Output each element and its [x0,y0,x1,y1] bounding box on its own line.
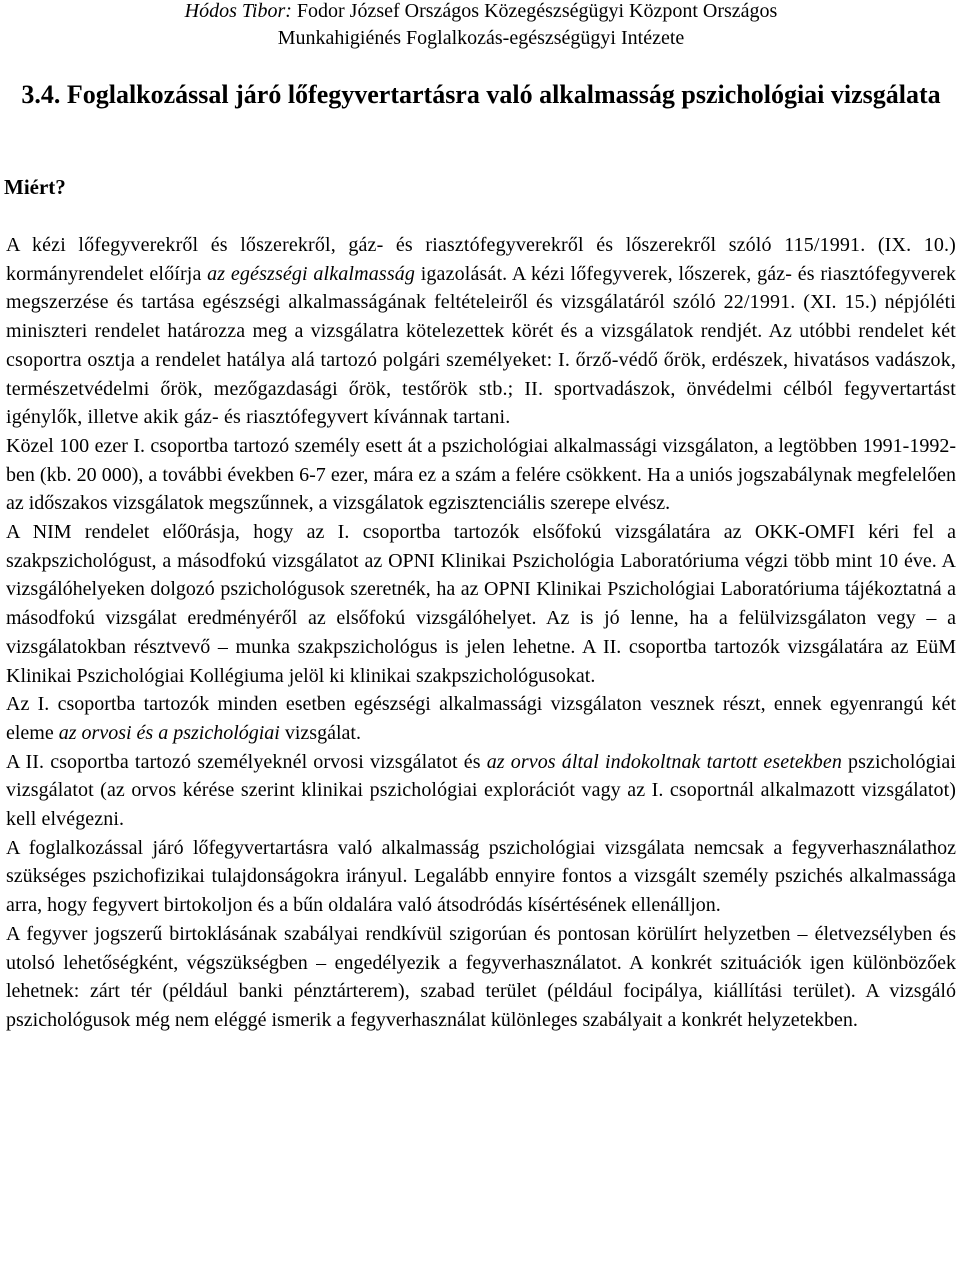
paragraph-1-text-a: A kézi lőfegyverekről és lőszerekről, gáz- és riasztófegyverekről és lőszerekről szóló 115/1991. (IX. 10.) kormányrendelet előírja [6,234,956,285]
section-heading: 3.4. Foglalkozással járó lőfegyvertartásra való alkalmasság pszichológiai vizsgálata [21,80,941,109]
paragraph-1 [6,231,956,432]
header-line-1 [6,0,956,25]
page-header [6,0,956,52]
body-text [6,231,956,1035]
paragraph-2: Közel 100 ezer I. csoportba tartozó személy esett át a pszichológiai alkalmassági vizsgálaton, a legtöbben 1991-1992-ben (kb. 20 000), a további években 6-7 ezer, mára ez a szám a felére csökkent. Ha a uniós jogszabálynak megfelelően az időszakos vizsgálatok megszűnnek, a vizsgálatok egzisztenciális szerepe elvész. [6,434,956,515]
subheading-why: Miért? [4,175,66,199]
paragraph-5-emphasis: az orvos által indokoltnak tartott esetekben [486,750,842,773]
paragraph-3: A NIM rendelet elő0rásja, hogy az I. csoportba tartozók elsőfokú vizsgálatára az OKK-OMFI kéri fel a szakpszichológust, a másodfokú vizsgálatot az OPNI Klinikai Pszichológia Laboratóriuma végzi több mint 10 éve. A vizsgálóhelyeken dolgozó pszichológusok szeretnék, ha az OPNI Klinikai Pszichológiai Laboratóriuma tájékoztatná a másodfokú vizsgálat eredményéről az elsőfokú vizsgálóhelyet. Az is jó lenne, ha a felülvizsgálaton vegy – a vizsgálatokban résztvevő – munka szakpszichológus is jelen lehetne. A II. csoportba tartozók vizsgálatára az EüM Klinikai Pszichológiai Kollégiuma jelöl ki klinikai szakpszichológusokat. [6,521,956,687]
paragraph-5-text-a: A II. csoportba tartozó személyeknél orvosi vizsgálatot és [6,750,487,773]
paragraph-7: A fegyver jogszerű birtoklásának szabályai rendkívül szigorúan és pontosan körülírt helyzetben – életvezsélyben és utolsó lehetőségként, végszükségben – engedélyezik a fegyverhasználatot. A konkrét szituációk igen különbözőek lehetnek: zárt tér (például banki pénztárterem), szabad terület (például focipálya, kiállítási terület). A vizsgáló pszichológusok még nem eléggé ismerik a fegyverhasználat különleges szabályait a konkrét helyzetekben. [6,922,956,1031]
paragraph-4-text-a: Az I. csoportba tartozók minden esetben egészségi alkalmassági vizsgálaton vesznek részt, ennek egyenrangú két eleme [6,693,956,744]
paragraph-1-emphasis: az egészségi alkalmasság [207,262,416,285]
institution-line-1: Fodor József Országos Közegészségügyi Központ Országos [296,0,778,22]
paragraph-4 [6,690,956,747]
institution-line-2: Munkahigiénés Foglalkozás-egészségügyi Intézete [277,27,685,49]
author-name: Hódos Tibor: [184,0,292,22]
paragraph-6: A foglalkozással járó lőfegyvertartásra való alkalmasság pszichológiai vizsgálata nemcsak a fegyverhasználathoz szükséges pszichofizikai tulajdonságokra irányul. Legalább ennyire fontos a vizsgált személy pszichés alkalmassága arra, hogy fegyvert birtokoljon és a bűn oldalára való átsodródás kísértésének ellenálljon. [6,836,956,917]
paragraph-1-text-b: igazolását. A kézi lőfegyverek, lőszerek, gáz- és riasztófegyverek megszerzése és tartása egészségi alkalmasságának feltételeiről és vizsgálatáról szóló 22/1991. (XI. 15.) népjóléti miniszteri rendelet határozza meg a vizsgálatra kötelezettek körét és a vizsgálatok rendjét. Az utóbbi rendelet két csoportra osztja a rendelet hatálya alá tartozó polgári személyeket: I. őrző-védő őrök, erdészek, hivatásos vadászok, természetvédelmi őrök, mezőgazdasági őrök, testőrök stb.; II. sportvadászok, önvédelmi célból fegyvertartást igénylők, illetve akik gáz- és riasztófegyvert kívánnak tartani. [6,262,956,429]
paragraph-5 [6,748,956,834]
paragraph-4-emphasis: az orvosi és a pszichológiai [58,721,280,744]
paragraph-4-text-b: vizsgálat. [279,721,361,744]
paragraph-5-text-b: pszichológiai vizsgálatot (az orvos kérése szerint klinikai pszichológiai explorációt vagy az I. csoportnál alkalmazott vizsgálatot) kell elvégezni. [6,750,956,831]
